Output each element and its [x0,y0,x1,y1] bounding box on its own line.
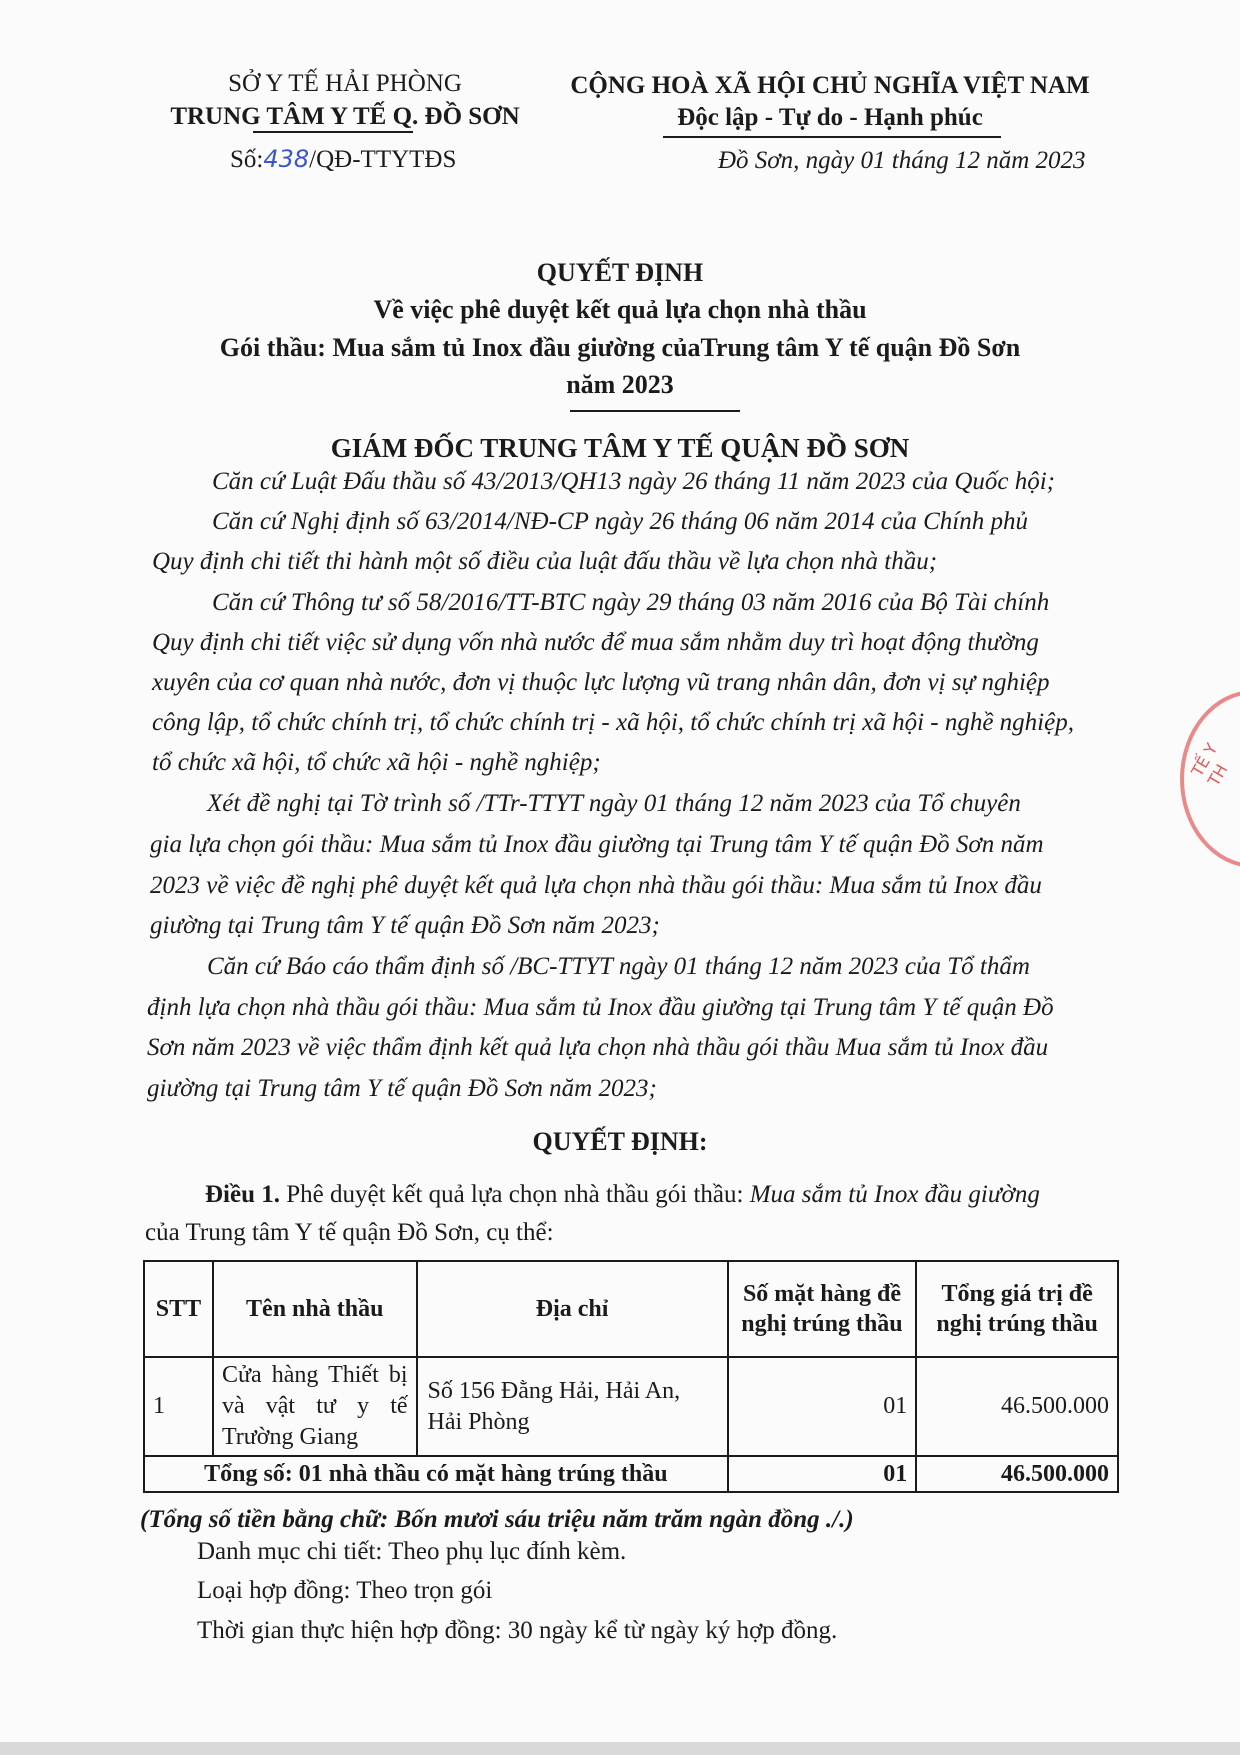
cell-total-items: 01 [728,1456,917,1492]
decision-year: năm 2023 [566,370,674,399]
nation-underline [663,136,1001,138]
header-items: Số mặt hàng đề nghị trúng thầu [728,1261,917,1357]
doc-number-handwritten: 438 [263,145,310,173]
table-row [144,1357,1118,1456]
preamble-p4-line2: gia lựa chọn gói thầu: Mua sắm tủ Inox đầu giường tại Trung tâm Y tế quận Đồ Sơn năm [150,831,1044,858]
preamble-p4-line4: giường tại Trung tâm Y tế quận Đồ Sơn năm 2023; [150,912,660,939]
nation-line2: Độc lập - Tự do - Hạnh phúc [677,104,983,131]
header-contractor: Tên nhà thầu [213,1261,417,1357]
preamble-p1-line1: Căn cứ Luật Đấu thầu số 43/2013/QH13 ngày 26 tháng 11 năm 2023 của Quốc hội; [212,468,1055,495]
doc-number-prefix: Số: [230,146,264,173]
article1-line2: của Trung tâm Y tế quận Đồ Sơn, cụ thể: [145,1219,554,1246]
cell-address: Số 156 Đằng Hải, Hải An, Hải Phòng [417,1357,728,1456]
decision-title: QUYẾT ĐỊNH [536,258,704,287]
place-date: Đồ Sơn, ngày 01 tháng 12 năm 2023 [718,147,1086,174]
cell-total-value: 46.500.000 [916,1456,1118,1492]
doc-number [230,145,456,174]
table-total-row [144,1456,1118,1492]
preamble-p3-line5: tổ chức xã hội, tổ chức xã hội - nghề nghiệp; [152,749,601,776]
cell-stt: 1 [144,1357,213,1456]
preamble-p4-line1: Xét đề nghị tại Tờ trình số /TTr-TTYT ngày 01 tháng 12 năm 2023 của Tổ chuyên [207,790,1021,817]
doc-number-suffix: /QĐ-TTYTĐS [309,146,457,173]
agency-line1: SỞ Y TẾ HẢI PHÒNG [228,70,462,97]
article1-label: Điều 1. [205,1181,280,1208]
agency-line2: TRUNG TÂM Y TẾ Q. ĐỒ SƠN [170,103,520,130]
article1-package: Mua sắm tủ Inox đầu giường [749,1181,1040,1208]
detail-contract-type: Loại hợp đồng: Theo trọn gói [197,1577,493,1604]
preamble-p4-line3: 2023 về việc đề nghị phê duyệt kết quả lựa chọn nhà thầu gói thầu: Mua sắm tủ Inox đầu [150,872,1042,899]
authority-heading: GIÁM ĐỐC TRUNG TÂM Y TẾ QUẬN ĐỒ SƠN [330,433,910,463]
detail-catalog: Danh mục chi tiết: Theo phụ lục đính kèm. [197,1538,627,1565]
cell-items: 01 [728,1357,917,1456]
preamble-p3-line2: Quy định chi tiết việc sử dụng vốn nhà nước để mua sắm nhằm duy trì hoạt động thường [152,629,1039,656]
article1-line1 [205,1181,1040,1209]
preamble-p3-line4: công lập, tổ chức chính trị, tổ chức chính trị - xã hội, tổ chức chính trị xã hội - nghề nghiệp, [152,709,1074,736]
cell-contractor: Cửa hàng Thiết bị và vật tư y tế Trường Giang [213,1357,417,1456]
preamble-p3-line3: xuyên của cơ quan nhà nước, đơn vị thuộc lực lượng vũ trang nhân dân, đơn vị sự nghiệp [152,669,1050,696]
agency-underline [253,131,413,133]
decision-heading: QUYẾT ĐỊNH: [532,1127,708,1156]
title-underline [570,410,740,412]
preamble-p5-line3: Sơn năm 2023 về việc thẩm định kết quả lựa chọn nhà thầu gói thầu Mua sắm tủ Inox đầu [147,1034,1049,1061]
preamble-p3-line1: Căn cứ Thông tư số 58/2016/TT-BTC ngày 29 tháng 03 năm 2016 của Bộ Tài chính [212,589,1050,616]
cell-value: 46.500.000 [916,1357,1118,1456]
table-header-row [144,1261,1118,1357]
award-table [143,1260,1119,1493]
detail-duration: Thời gian thực hiện hợp đồng: 30 ngày kể từ ngày ký hợp đồng. [197,1617,838,1644]
stamp-seal-text: TẾ Y TH [1187,740,1232,790]
preamble-p2-line1: Căn cứ Nghị định số 63/2014/NĐ-CP ngày 26 tháng 06 năm 2014 của Chính phủ [212,508,1028,535]
amount-in-words: (Tổng số tiền bằng chữ: Bốn mươi sáu triệu năm trăm ngàn đồng ./.) [140,1506,854,1533]
header-stt: STT [144,1261,213,1357]
article1-text: Phê duyệt kết quả lựa chọn nhà thầu gói thầu: [280,1181,750,1208]
cell-total-label: Tổng số: 01 nhà thầu có mặt hàng trúng thầu [144,1456,728,1492]
decision-subject: Về việc phê duyệt kết quả lựa chọn nhà thầu [373,295,867,324]
header-address: Địa chỉ [417,1261,728,1357]
decision-package: Gói thầu: Mua sắm tủ Inox đầu giường củaTrung tâm Y tế quận Đồ Sơn [219,333,1021,362]
preamble-p5-line1: Căn cứ Báo cáo thẩm định số /BC-TTYT ngày 01 tháng 12 năm 2023 của Tổ thẩm [207,953,1030,980]
preamble-p5-line4: giường tại Trung tâm Y tế quận Đồ Sơn năm 2023; [147,1075,657,1102]
nation-line1: CỘNG HOÀ XÃ HỘI CHỦ NGHĨA VIỆT NAM [570,72,1090,99]
scan-bottom-edge [0,1742,1240,1755]
preamble-p5-line2: định lựa chọn nhà thầu gói thầu: Mua sắm tủ Inox đầu giường tại Trung tâm Y tế quận Đồ [147,994,1054,1021]
preamble-p2-line2: Quy định chi tiết thi hành một số điều của luật đấu thầu về lựa chọn nhà thầu; [152,548,938,575]
header-value: Tổng giá trị đề nghị trúng thầu [916,1261,1118,1357]
